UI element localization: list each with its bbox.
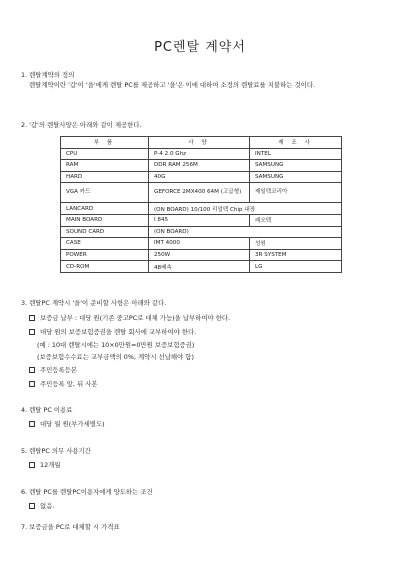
cell-spec: 40G bbox=[149, 171, 250, 183]
list-item bbox=[29, 379, 98, 388]
table-row bbox=[61, 203, 342, 215]
item-text: 없음. bbox=[40, 502, 55, 510]
cell-spec: (ON BOARD) bbox=[149, 226, 342, 238]
list-item bbox=[29, 460, 60, 469]
spec-table bbox=[60, 136, 342, 273]
item-text: 대당 원의 보증보험증권을 렌탈 회사에 교부하여야 한다. bbox=[40, 328, 197, 336]
cell-part: LANCARD bbox=[61, 203, 149, 215]
table-row bbox=[61, 238, 342, 250]
cell-maker: LG bbox=[250, 261, 342, 273]
header-maker: 제 조 사 bbox=[250, 137, 342, 149]
section4-heading: 4. 렌탈 PC 이용료 bbox=[21, 406, 73, 414]
table-row bbox=[61, 148, 342, 160]
section1-body: 렌탈계약이란 '갑'이 '을'에게 렌탈 PC를 제공하고 '을'은 이에 대하여 소정의 렌탈료를 지불하는 것이다. bbox=[29, 81, 316, 89]
table-row bbox=[61, 226, 342, 238]
cell-part: MAIN BOARD bbox=[61, 214, 149, 226]
section2-heading: 2. '갑'의 렌탈사양은 아래와 같이 제공한다. bbox=[21, 121, 142, 129]
item-text: 주민등록 앞, 뒤 사본 bbox=[40, 380, 98, 388]
table-row bbox=[61, 171, 342, 183]
cell-spec: 48배속 bbox=[149, 261, 250, 273]
header-part: 부 품 bbox=[61, 137, 149, 149]
cell-maker: 성원 bbox=[250, 238, 342, 250]
cell-spec: GEFORCE 2MX400 64M (고급형) bbox=[149, 183, 250, 203]
cell-spec: DDR RAM 256M bbox=[149, 160, 250, 172]
item-text: 보증금 납부 : 대당 원(기존 중고PC로 대체 가능)을 납부하여야 한다. bbox=[40, 314, 231, 322]
table-row bbox=[61, 249, 342, 261]
cell-maker: SAMSUNG bbox=[250, 171, 342, 183]
cell-maker: SAMSUNG bbox=[250, 160, 342, 172]
checkbox-icon bbox=[29, 315, 35, 321]
header-spec: 사 양 bbox=[149, 137, 250, 149]
cell-part: CASE bbox=[61, 238, 149, 250]
cell-spec: (ON BOARD) 10/100 리얼텍 Chip 내장 bbox=[149, 203, 342, 215]
note-text: (보증보험수수료는 교부금액의 0%, 계약시 선납해야 함) bbox=[37, 353, 194, 361]
checkbox-icon bbox=[29, 329, 35, 335]
checkbox-icon bbox=[29, 462, 35, 468]
cell-part: CPU bbox=[61, 148, 149, 160]
cell-maker: 3R SYSTEM bbox=[250, 249, 342, 261]
list-item bbox=[29, 313, 230, 322]
cell-part: SOUND CARD bbox=[61, 226, 149, 238]
section3-heading: 3. 렌탈PC 계약시 '을'이 준비할 사항은 아래와 같다. bbox=[21, 299, 167, 307]
item-text: 12개월 bbox=[40, 461, 61, 469]
cell-part: RAM bbox=[61, 160, 149, 172]
list-item bbox=[29, 365, 77, 374]
section6-heading: 6. 렌탈 PC를 렌탈PC이용자에게 양도하는 조건 bbox=[21, 488, 153, 496]
cell-maker: 레오텍 bbox=[250, 214, 342, 226]
item-text: 대당 월 원(부가세별도) bbox=[40, 420, 105, 428]
section7-heading: 7. 보증금을 PC로 대체할 시 가격표 bbox=[21, 523, 120, 531]
cell-part: POWER bbox=[61, 249, 149, 261]
checkbox-icon bbox=[29, 421, 35, 427]
page-title: PC렌탈 계약서 bbox=[154, 40, 246, 55]
cell-part: HARD bbox=[61, 171, 149, 183]
table-row bbox=[61, 261, 342, 273]
checkbox-icon bbox=[29, 367, 35, 373]
table-row bbox=[61, 214, 342, 226]
note-text: (예 : 10대 렌탈시에는 10×0만원=0만원 보증보험증권) bbox=[37, 341, 195, 349]
checkbox-icon bbox=[29, 503, 35, 509]
cell-spec: 250W bbox=[149, 249, 250, 261]
table-row bbox=[61, 183, 342, 203]
cell-spec: IMT 4000 bbox=[149, 238, 250, 250]
section1-heading: 1. 렌탈계약의 정의 bbox=[21, 71, 75, 79]
item-text: 주민등록등본 bbox=[40, 366, 78, 374]
table-row bbox=[61, 160, 342, 172]
list-item bbox=[29, 419, 105, 428]
cell-maker: INTEL bbox=[250, 148, 342, 160]
spec-table-header bbox=[61, 137, 342, 149]
cell-part: CD-ROM bbox=[61, 261, 149, 273]
cell-spec: P-4 2.0 Ghz bbox=[149, 148, 250, 160]
cell-part: VGA 카드 bbox=[61, 183, 149, 203]
list-item bbox=[29, 501, 54, 510]
cell-maker: 제일텍코리아 bbox=[250, 183, 342, 203]
list-item bbox=[29, 327, 196, 336]
section5-heading: 5. 렌탈PC 의무 사용기간 bbox=[21, 447, 91, 455]
cell-spec: I 845 bbox=[149, 214, 250, 226]
checkbox-icon bbox=[29, 381, 35, 387]
